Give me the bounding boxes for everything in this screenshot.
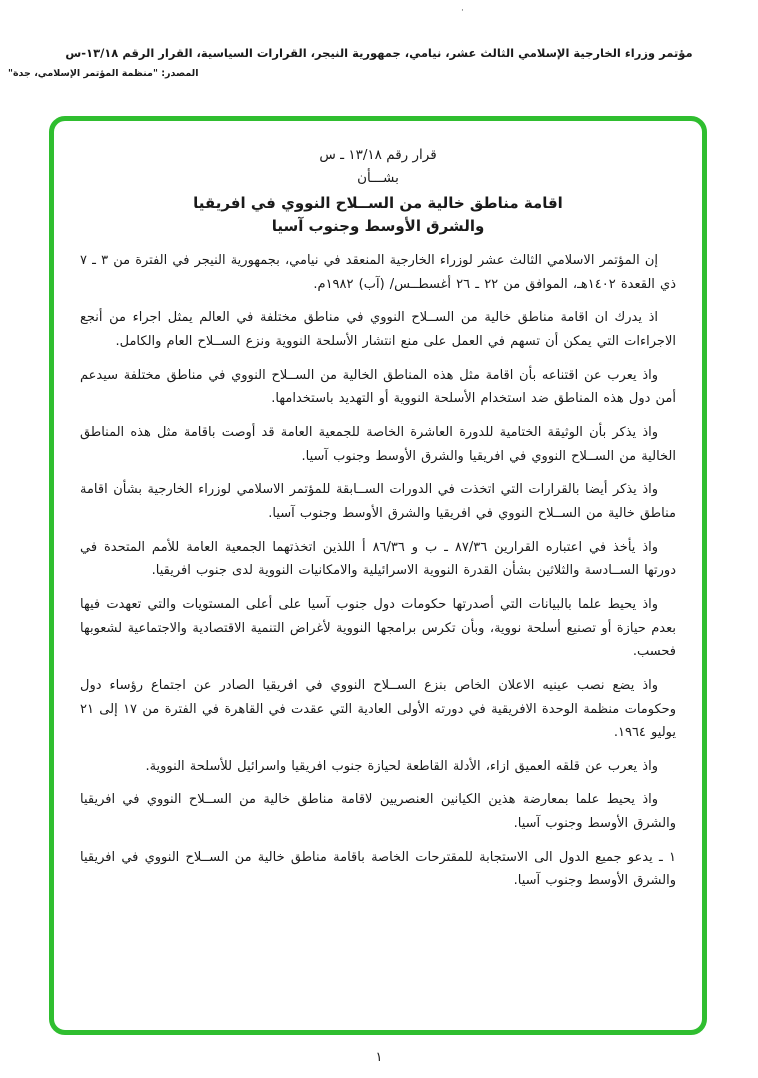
header-citation: مؤتمر وزراء الخارجية الإسلامي الثالث عشر، نيامي، جمهورية النيجر، القرارات السياسية، القرار الرقم ١٣/١٨-س [65,46,693,60]
resolution-number: قرار رقم ١٣/١٨ ـ س [319,147,437,163]
paragraph-preamble-9: واذ يعرب عن قلقه العميق ازاء، الأدلة القاطعة لحيازة جنوب افريقيا واسرائيل للأسلحة النووية. [145,758,658,774]
header-source: المصدر: "منظمة المؤتمر الإسلامي، جدة" [8,68,199,79]
page-number: ١ [375,1050,383,1065]
paragraph-preamble-6: واذ يأخذ في اعتباره القرارين ٨٧/٣٦ ـ ب و ٨٦/٣٦ أ اللذين اتخذتهما الجمعية العامة للأمم المتحدة في دورتها الســادسة والثلاثين بشأن القدرة النووية الاسرائيلية والامكانيات النووية لدى جنوب افريقيا. [80,539,676,579]
resolution-subject-label: بشـــأن [357,170,399,186]
paragraph-preamble-5: واذ يذكر أيضا بالقرارات التي اتخذت في الدورات الســابقة للمؤتمر الاسلامي لوزراء الخارجية بشأن اقامة مناطق خالية من الســلاح النووي في افريقيا والشرق الأوسط وجنوب آسيا. [80,482,676,521]
paragraph-preamble-3: واذ يعرب عن اقتناعه بأن اقامة مثل هذه المناطق الخالية من الســلاح النووي في مناطق مختلفة سيدعم أمن دول هذه المناطق ضد استخدام الأسلحة النووية أو التهديد باستخدامها. [80,367,676,407]
resolution-paragraphs [80,249,676,893]
paragraph-preamble-10: واذ يحيط علما بمعارضة هذين الكيانين العنصريين لاقامة مناطق خالية من الســلاح النووي في افريقيا والشرق الأوسط وجنوب آسيا. [80,792,676,832]
resolution-title-block [80,147,676,235]
resolution-title-line2: والشرق الأوسط وجنوب آسيا [271,217,485,235]
paragraph-preamble-1: إن المؤتمر الاسلامي الثالث عشر لوزراء الخارجية المنعقد في نيامي، بجمهورية النيجر في الفترة من ٣ ـ ٧ ذي القعدة ١٤٠٢هـ، الموافق من ٢٢ ـ ٢٦ أغسطــس/ (آب) ١٩٨٢م. [80,253,676,292]
resolution-title-line1: اقامة مناطق خالية من الســلاح النووي في افريقيا [193,194,563,212]
paragraph-operative-1: ١ ـ يدعو جميع الدول الى الاستجابة للمقترحات الخاصة باقامة مناطق خالية من الســلاح النووي في افريقيا والشرق الأوسط وجنوب آسيا. [80,849,676,889]
paragraph-preamble-7: واذ يحيط علما بالبيانات التي أصدرتها حكومات دول جنوب آسيا على أعلى المستويات والتي تعهدت فيها بعدم حيازة أو تصنيع أسلحة نووية، وبأن تكرس برامجها النووية لأغراض التنمية الاقتصادية والاجتماعية لشعوبها فحسب. [80,596,676,660]
paragraph-preamble-2: اذ يدرك ان اقامة مناطق خالية من الســلاح النووي في مناطق مختلفة في العالم يمثل اجراء من أنجع الاجراءات التي يمكن أن تسهم في العمل على منع انتشار الأسلحة النووية ونزع الســلاح العام والكامل. [80,310,676,349]
document-header [6,46,752,79]
paragraph-preamble-4: واذ يذكر بأن الوثيقة الختامية للدورة العاشرة الخاصة للجمعية العامة قد أوصت باقامة مثل هذه المناطق الخالية من الســلاح النووي في افريقيا والشرق الأوسط وجنوب آسيا. [80,424,676,464]
paragraph-preamble-8: واذ يضع نصب عينيه الاعلان الخاص بنزع الســلاح النووي في افريقيا الصادر عن اجتماع رؤساء دول وحكومات منظمة الوحدة الافريقية في دورته الأولى العادية التي عقدت في القاهرة في الفترة من ١٧ إلى ٢١ يوليو ١٩٦٤. [80,677,676,741]
document-body-frame [49,116,707,1035]
scan-artifact-dot: · [461,6,464,16]
